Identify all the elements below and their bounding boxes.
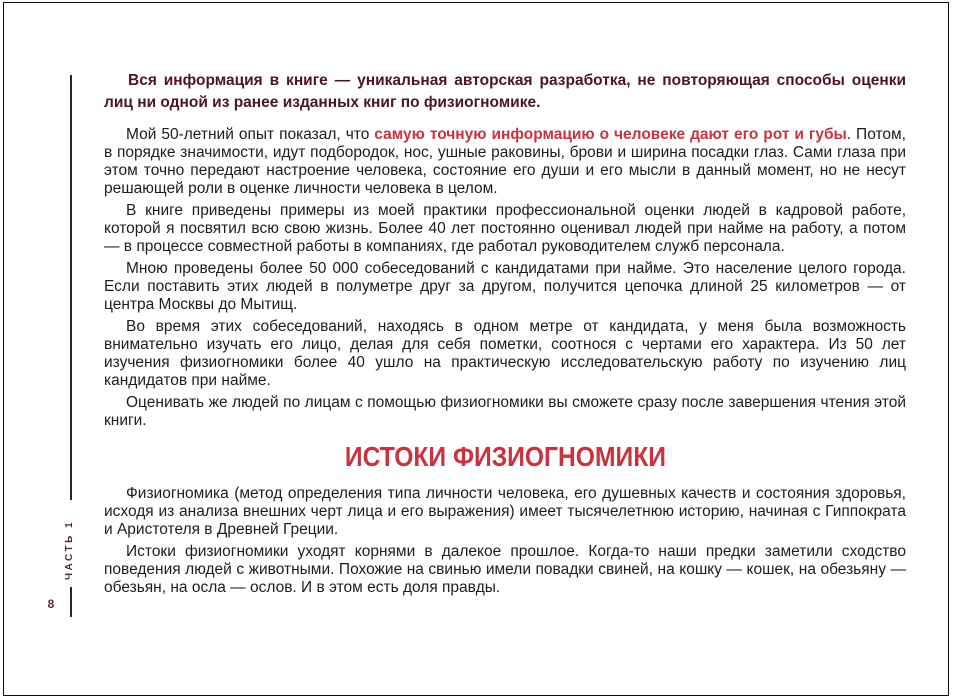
paragraph-text: Мною проведены более 50 000 собеседований с кандидатами при найме. Это население целого города. Если поставить этих людей в полуметре друг за другом, получится цепочка длиной 25 километров — от центра Москвы до Мытищ.: [104, 260, 906, 313]
paragraph: [104, 260, 906, 314]
paragraph: [104, 318, 906, 390]
page-number: 8: [47, 597, 55, 611]
body-paragraphs-bottom: [104, 485, 906, 597]
text-column: [104, 70, 906, 601]
paragraph-text: Оценивать же людей по лицам с помощью физиогномики вы сможете сразу после завершения чтения этой книги.: [104, 394, 906, 429]
part-label: ЧАСТЬ 1: [64, 519, 75, 580]
sidebar-rule-top: [70, 75, 72, 500]
body-paragraphs-top: [104, 126, 906, 430]
sidebar-rule-bottom: [70, 587, 72, 617]
section-heading-text: ИСТОКИ ФИЗИОГНОМИКИ: [344, 441, 666, 472]
paragraph-text: В книге приведены примеры из моей практики профессиональной оценки людей в кадровой работе, которой я посвятил всю свою жизнь. Более 40 лет постоянно оценивал людей при найме на работу, а потом — в процессе совместной работы в компаниях, где работал руководителем служб персонала.: [104, 202, 906, 255]
paragraph-text: Мой 50-летний опыт показал, что: [126, 126, 375, 143]
paragraph: [104, 543, 906, 597]
paragraph-text: Физиогномика (метод определения типа личности человека, его душевных качеств и состояния здоровья, исходя из анализа внешних черт лица и его выражения) имеет тысячелетнюю историю, начиная с Гиппократа и Аристотеля в Древней Греции.: [104, 485, 906, 538]
paragraph-text: Истоки физиогномики уходят корнями в далекое прошлое. Когда-то наши предки заметили сходство поведения людей с животными. Похожие на свинью имели повадки свиней, на кошку — кошек, на обезьяну — обезьян, на осла — ослов. И в этом есть доля правды.: [104, 543, 906, 596]
paragraph: [104, 394, 906, 430]
intro-paragraph: Вся информация в книге — уникальная авторская разработка, не повторяющая способы оценки лиц ни одной из ранее изданных книг по физиогномике.: [104, 72, 906, 111]
section-heading: [104, 442, 906, 472]
paragraph: [104, 202, 906, 256]
paragraph-text: . Потом, в порядке значимости, идут подбородок, нос, ушные раковины, брови и ширина посадки глаз. Сами глаза при этом точно передают настроение человека, состояние его души и его мысли в данный момент, но не несут решающей роли в оценке личности человека в целом.: [104, 126, 906, 197]
paragraph: [104, 485, 906, 539]
highlight-red-text: самую точную информацию о человеке дают его рот и губы: [374, 126, 847, 143]
paragraph-text: Во время этих собеседований, находясь в одном метре от кандидата, у меня была возможность внимательно изучать его лицо, делая для себя пометки, соотнося с чертами его характера. Из 50 лет изучения физиогномики более 40 ушло на практическую исследовательскую работу по изучению лиц кандидатов при найме.: [104, 318, 906, 389]
paragraph: [104, 126, 906, 198]
